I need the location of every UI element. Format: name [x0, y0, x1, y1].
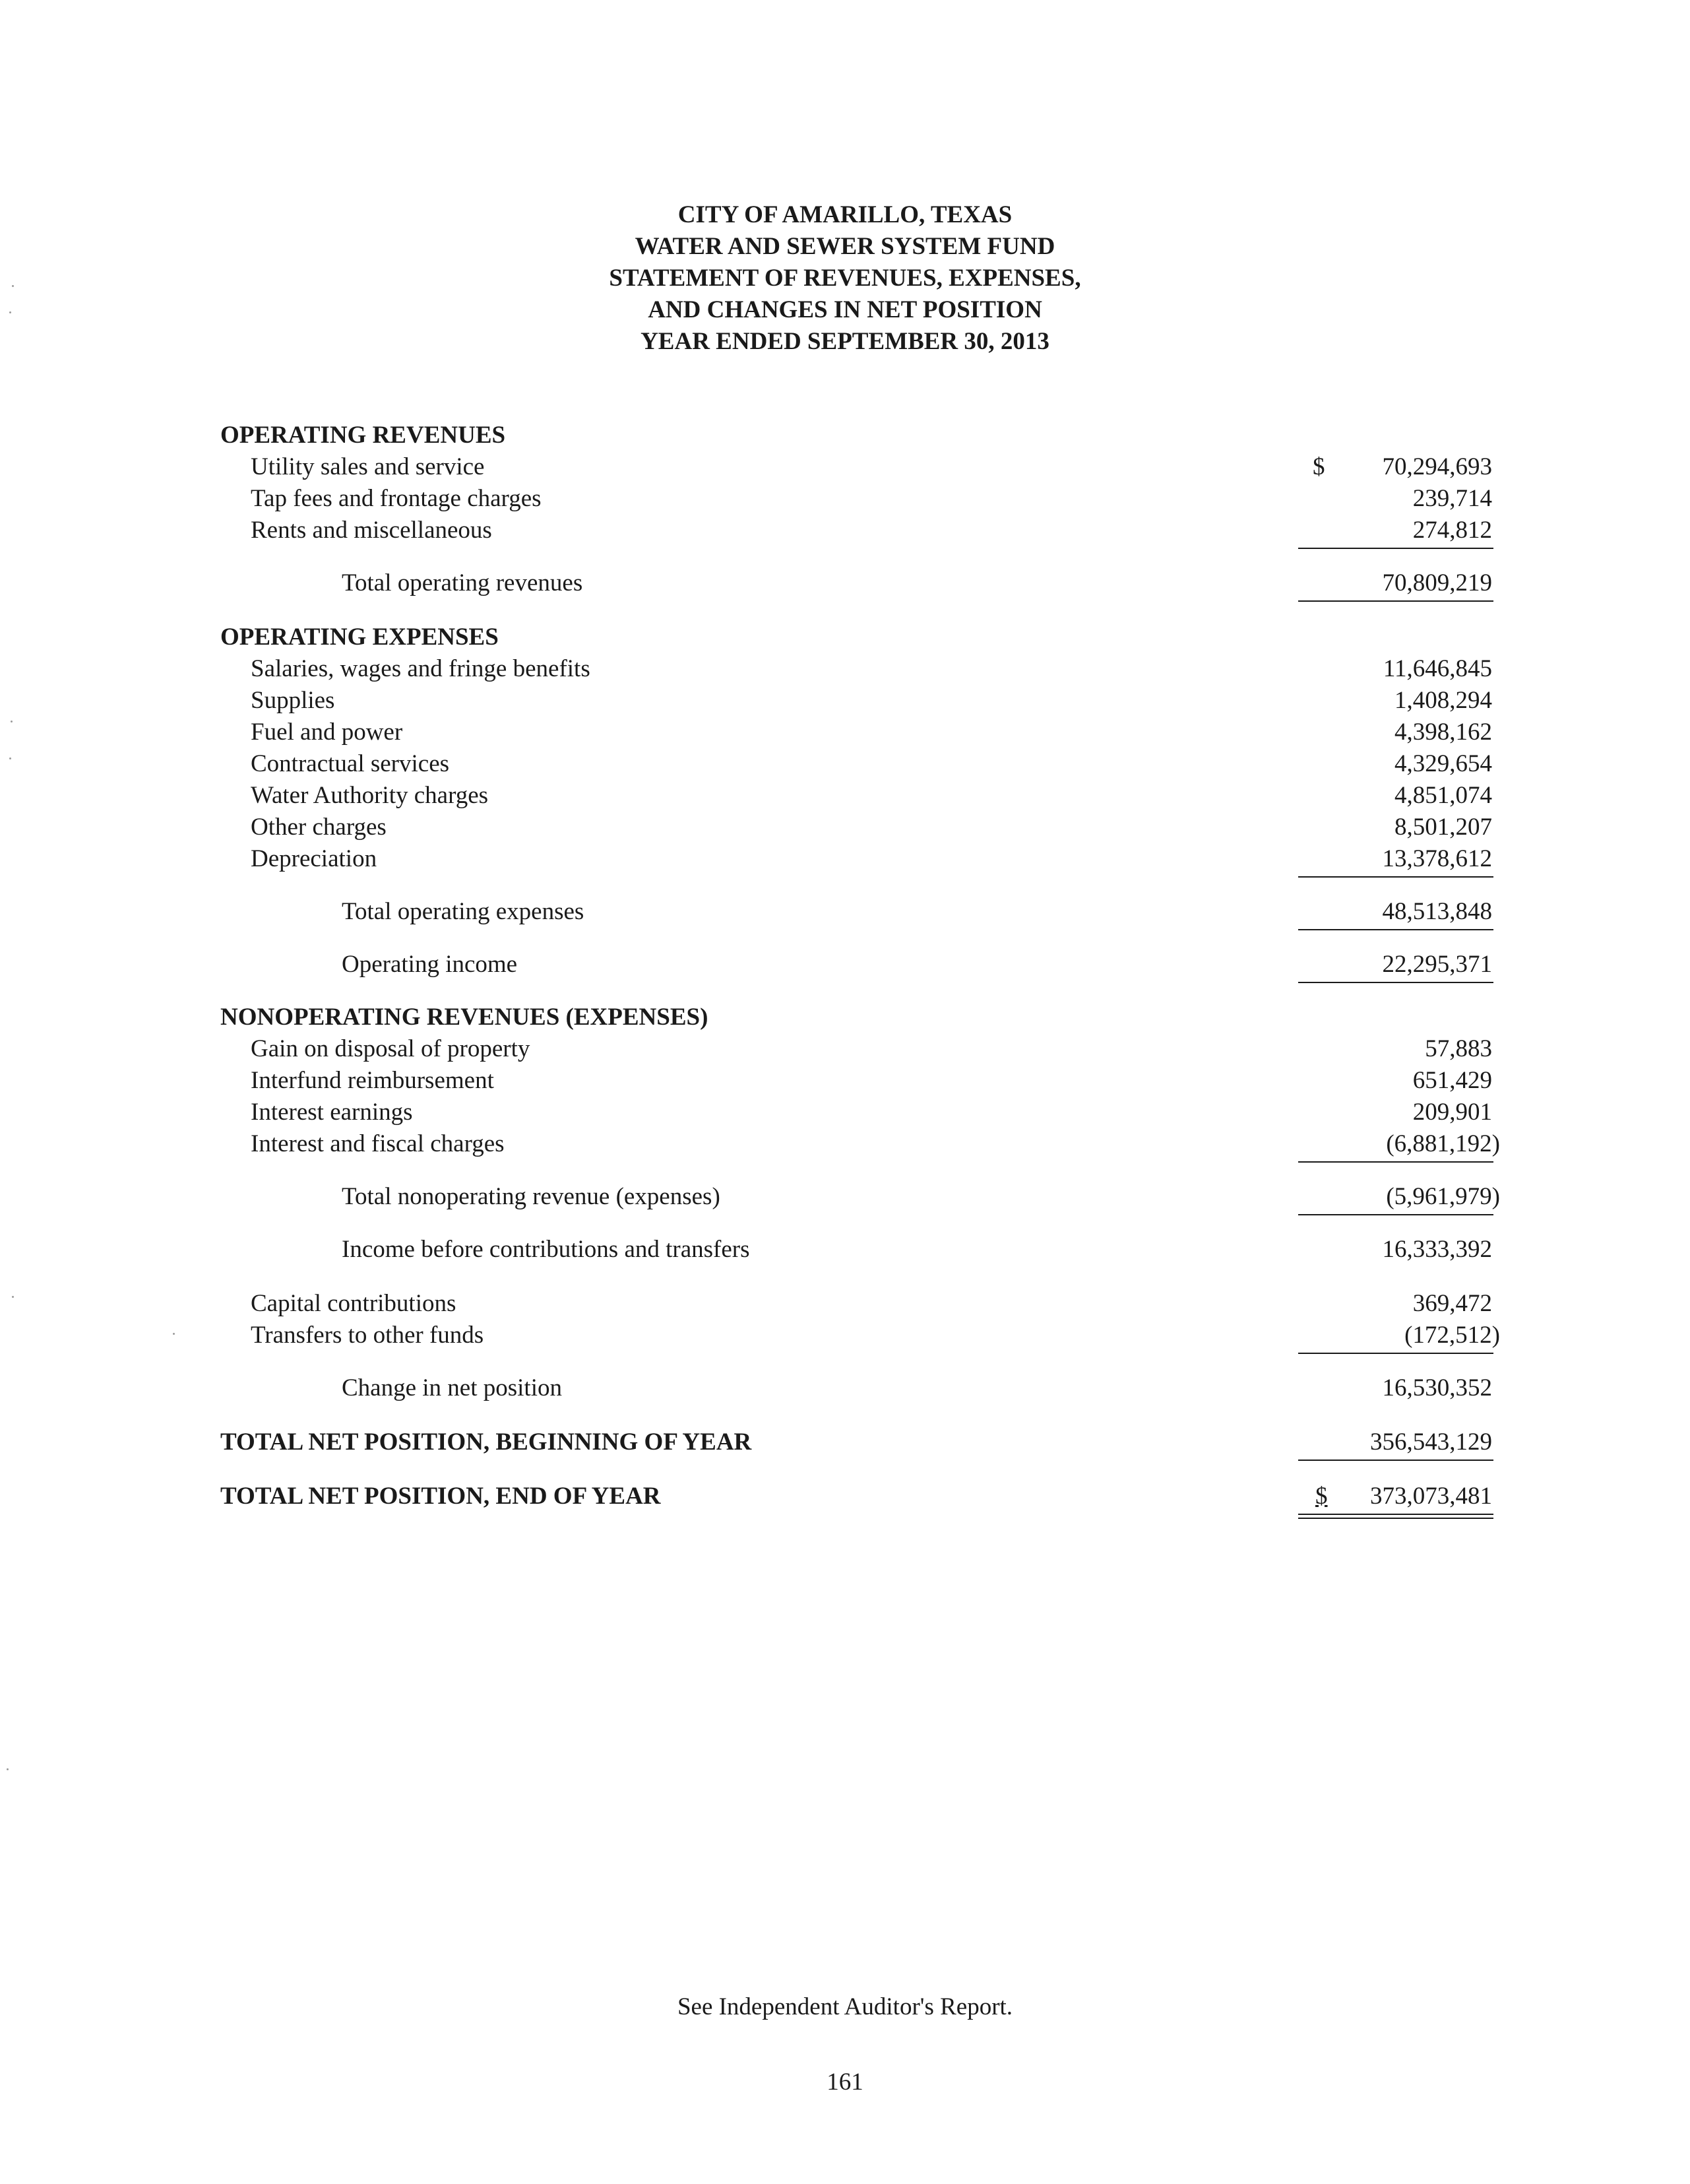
net-position-beginning-amount: 356,543,129	[1370, 1429, 1492, 1456]
total-row	[0, 1234, 1690, 1266]
line-item-amount: 369,472	[1412, 1290, 1492, 1317]
total-row	[0, 949, 1690, 980]
net-position-beginning-label: TOTAL NET POSITION, BEGINNING OF YEAR	[220, 1429, 752, 1456]
line-item-amount: 8,501,207	[1394, 814, 1492, 841]
scan-speck	[9, 757, 11, 759]
line-item	[0, 1033, 1690, 1065]
total-label: Total operating expenses	[342, 898, 584, 925]
line-item-label: Salaries, wages and fringe benefits	[251, 655, 590, 682]
scan-speck	[12, 1296, 14, 1298]
total-amount: (5,961,979)	[1386, 1183, 1500, 1210]
line-item-label: Depreciation	[251, 845, 377, 872]
auditor-report-note: See Independent Auditor's Report.	[677, 1993, 1013, 2020]
total-rule	[1298, 982, 1493, 983]
header-fund: WATER AND SEWER SYSTEM FUND	[635, 233, 1055, 260]
total-row	[0, 1372, 1690, 1404]
line-item	[0, 483, 1690, 515]
line-item-label: Capital contributions	[251, 1290, 456, 1317]
line-item-amount: (172,512)	[1404, 1322, 1500, 1349]
section-heading: NONOPERATING REVENUES (EXPENSES)	[220, 1004, 708, 1031]
total-amount: 48,513,848	[1382, 898, 1492, 925]
line-item	[0, 1320, 1690, 1351]
line-item-label: Rents and miscellaneous	[251, 517, 492, 544]
total-rule	[1298, 1214, 1493, 1215]
scan-speck	[9, 311, 11, 313]
line-item-amount: 57,883	[1425, 1035, 1492, 1062]
line-item-label: Supplies	[251, 687, 335, 714]
line-item	[0, 1097, 1690, 1128]
line-item-amount: 70,294,693	[1382, 453, 1492, 480]
total-rule	[1298, 929, 1493, 930]
header-period: YEAR ENDED SEPTEMBER 30, 2013	[641, 328, 1049, 355]
total-label: Total operating revenues	[342, 569, 583, 596]
total-label: Income before contributions and transfers	[342, 1236, 750, 1263]
total-amount: 16,333,392	[1382, 1236, 1492, 1263]
subtotal-rule	[1298, 876, 1493, 878]
line-item-label: Transfers to other funds	[251, 1322, 484, 1349]
net-position-end-label: TOTAL NET POSITION, END OF YEAR	[220, 1483, 661, 1510]
total-rule	[1298, 600, 1493, 602]
line-item-amount: 651,429	[1412, 1067, 1492, 1094]
total-label: Total nonoperating revenue (expenses)	[342, 1183, 720, 1210]
line-item	[0, 1288, 1690, 1320]
section-heading-nonoperating	[0, 1002, 1690, 1033]
grand-total-double-rule	[1298, 1514, 1493, 1519]
net-position-beginning-row	[0, 1427, 1690, 1458]
line-item-amount: 1,408,294	[1394, 687, 1492, 714]
section-heading: OPERATING EXPENSES	[220, 624, 499, 651]
total-amount: 70,809,219	[1382, 569, 1492, 596]
line-item-amount: 13,378,612	[1382, 845, 1492, 872]
line-item-label: Interfund reimbursement	[251, 1067, 494, 1094]
line-item	[0, 1128, 1690, 1160]
line-item-label: Water Authority charges	[251, 782, 489, 809]
header-entity: CITY OF AMARILLO, TEXAS	[677, 201, 1013, 228]
scan-speck	[173, 1333, 175, 1335]
line-item-amount: 209,901	[1412, 1099, 1492, 1126]
line-item-label: Other charges	[251, 814, 387, 841]
statement-header	[0, 199, 1690, 358]
total-rule	[1298, 1460, 1493, 1461]
line-item-label: Interest earnings	[251, 1099, 413, 1126]
header-title-line2: AND CHANGES IN NET POSITION	[648, 296, 1042, 323]
line-item-label: Interest and fiscal charges	[251, 1130, 505, 1157]
subtotal-rule	[1298, 1161, 1493, 1163]
line-item-amount: 4,851,074	[1394, 782, 1492, 809]
line-item	[0, 653, 1690, 685]
line-item	[0, 685, 1690, 717]
line-item-amount: 274,812	[1412, 517, 1492, 544]
line-item	[0, 515, 1690, 546]
line-item-label: Gain on disposal of property	[251, 1035, 530, 1062]
page-number: 161	[827, 2069, 863, 2096]
line-item-label: Utility sales and service	[251, 453, 485, 480]
section-heading: OPERATING REVENUES	[220, 422, 506, 449]
subtotal-rule	[1298, 1353, 1493, 1354]
line-item-amount: 4,398,162	[1394, 719, 1492, 746]
total-amount: 22,295,371	[1382, 951, 1492, 978]
scan-speck	[12, 285, 14, 287]
currency-symbol: $	[1313, 453, 1325, 480]
line-item-amount: 4,329,654	[1394, 750, 1492, 777]
currency-symbol: $	[1315, 1483, 1328, 1510]
scan-speck	[11, 721, 13, 723]
line-item-label: Contractual services	[251, 750, 450, 777]
section-heading-operating-expenses	[0, 622, 1690, 653]
net-position-end-amount: 373,073,481	[1370, 1483, 1492, 1510]
header-title-line1: STATEMENT OF REVENUES, EXPENSES,	[609, 265, 1081, 292]
total-row	[0, 567, 1690, 599]
line-item	[0, 717, 1690, 748]
line-item	[0, 843, 1690, 875]
total-row	[0, 896, 1690, 928]
total-row	[0, 1181, 1690, 1213]
line-item-amount: (6,881,192)	[1386, 1130, 1500, 1157]
line-item	[0, 748, 1690, 780]
line-item	[0, 1065, 1690, 1097]
total-amount: 16,530,352	[1382, 1374, 1492, 1401]
net-position-end-row	[0, 1481, 1690, 1512]
line-item	[0, 780, 1690, 812]
total-label: Operating income	[342, 951, 518, 978]
total-label: Change in net position	[342, 1374, 562, 1401]
scan-speck	[7, 1768, 9, 1770]
line-item	[0, 812, 1690, 843]
section-heading-operating-revenues	[0, 420, 1690, 451]
line-item-label: Tap fees and frontage charges	[251, 485, 542, 512]
subtotal-rule	[1298, 548, 1493, 549]
line-item-label: Fuel and power	[251, 719, 403, 746]
line-item-amount: 11,646,845	[1383, 655, 1492, 682]
line-item-amount: 239,714	[1412, 485, 1492, 512]
line-item	[0, 451, 1690, 483]
